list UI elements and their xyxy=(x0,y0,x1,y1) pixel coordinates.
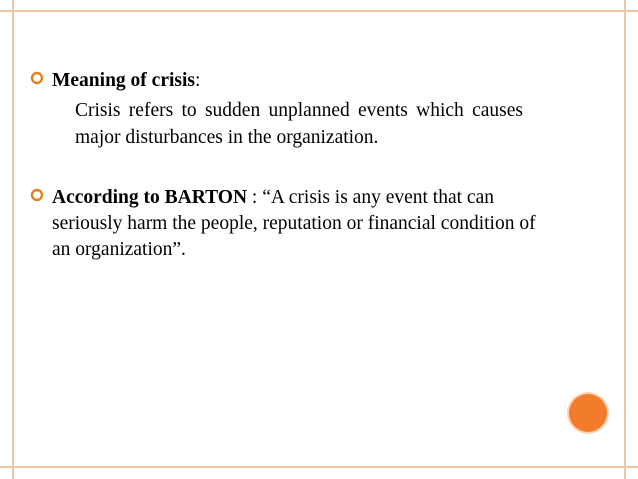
frame-bottom-line xyxy=(0,466,638,468)
frame-right-line xyxy=(624,0,626,479)
ring-bullet-icon xyxy=(30,188,44,202)
crisis-definition-text: Crisis refers to sudden unplanned events which causes major disturbances in the organization. xyxy=(75,100,523,148)
bullet-heading: Meaning of crisis xyxy=(52,70,195,91)
frame-top-line xyxy=(0,10,638,12)
frame-left-line xyxy=(12,0,14,479)
bullet-meaning-of-crisis xyxy=(30,68,590,94)
bullet-heading-suffix: : xyxy=(194,70,201,91)
bullet-barton-definition xyxy=(30,185,557,263)
slide-content xyxy=(30,68,590,263)
decorative-orange-dot xyxy=(569,394,607,432)
barton-quote-text: : “A crisis is any event that can seriously harm the people, reputation or financial condition of an organization”. xyxy=(52,187,536,260)
ring-bullet-icon xyxy=(30,71,44,85)
bullet-heading: According to BARTON xyxy=(52,187,248,208)
